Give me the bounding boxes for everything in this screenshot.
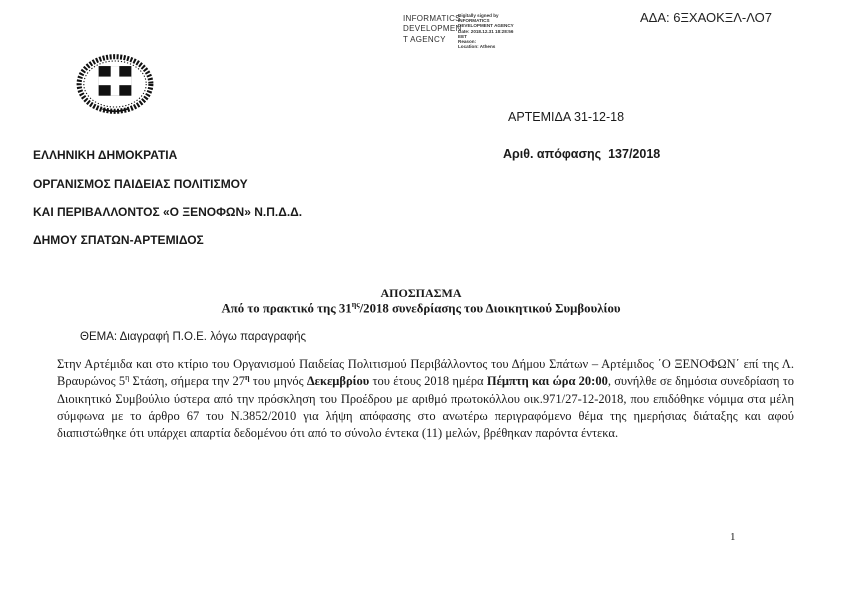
extract-subtitle-prefix: Από το πρακτικό της 31 [221,301,352,316]
signature-agency-line: DEVELOPMEN [403,24,462,34]
org-line-municipality: ΔΗΜΟΥ ΣΠΑΤΩΝ-ΑΡΤΕΜΙΔΟΣ [33,233,204,247]
signature-agency-line: INFORMATICS [403,14,461,23]
signature-detail-line: INFORMATICS [458,18,490,24]
signature-detail-line: Reason: [458,39,477,45]
decision-number: Αριθ. απόφασης 137/2018 [503,147,661,161]
org-line-xenofon: ΚΑΙ ΠΕΡΙΒΑΛΛΟΝΤΟΣ «Ο ΞΕΝΟΦΩΝ» Ν.Π.Δ.Δ. [33,205,303,219]
ada-code: ΑΔΑ: 6ΞΧΑΟΚΞΛ-ΛΟ7 [640,10,772,25]
signature-detail-line: EET [458,33,467,39]
place-date: ΑΡΤΕΜΙΔΑ 31-12-18 [508,110,625,124]
extract-subtitle-ordinal: ης [351,300,360,309]
signature-detail-line: DEVELOPMENT AGENCY [458,23,514,29]
signature-detail-line: Date: 2018.12.31 18:28:56 [458,28,514,34]
org-line-organisation: ΟΡΓΑΝΙΣΜΟΣ ΠΑΙΔΕΙΑΣ ΠΟΛΙΤΙΣΜΟΥ [33,176,248,191]
signature-detail-line: Location: Athens [458,44,496,50]
signature-agency-line: T AGENCY [403,34,446,44]
extract-subtitle-suffix: /2018 συνεδρίασης του Διοικητικού Συμβουλίου [359,301,621,316]
signature-detail-line: Digitally signed by [458,13,499,18]
subject-line: ΘΕΜΑ: Διαγραφή Π.Ο.Ε. λόγω παραγραφής [80,331,307,343]
extract-subtitle [0,300,842,316]
signature-details-text [458,13,548,49]
body-paragraph: Στην Αρτέμιδα και στο κτίριο του Οργανισμού Παιδείας Πολιτισμού Περιβάλλοντος του Δήμου Σπάτων – Αρτέμιδος ΄Ο ΞΕΝΟΦΩΝ΄ επί της Λ. Βραυρώνος $5^\eta$ Στάση, σήμερα την $27^\eta$ του μηνός Δεκεμβρίου του έτους 2018 ημέρα Πέμπτη και ώρα 20:00, συνήλθε σε δημόσια συνεδρίαση το Διοικητικό Συμβούλιο ύστερα από την πρόσκληση του Προέδρου με αριθμό πρωτοκόλλου οικ.971/27-12-2018, που επιδόθηκε νόμιμα στα μέλη σύμφωνα με το άρθρο 67 του Ν.3852/2010 για λήψη απόφασης στο ανωτέρω περιγραφόμενο θέμα της ημερήσιας διάταξης και αφού διαπιστώθηκε ότι υπάρχει απαρτία δεδομένου ότι από το σύνολο έντεκα (11) μελών, βρέθηκαν παρόντα έντεκα. [57,357,794,441]
org-line-hellenic-republic: ΕΛΛΗΝΙΚΗ ΔΗΜΟΚΡΑΤΙΑ [33,148,178,162]
extract-title: ΑΠΟΣΠΑΣΜΑ [380,286,462,300]
page-number: 1 [730,531,736,543]
greek-coat-of-arms-icon [76,52,154,116]
